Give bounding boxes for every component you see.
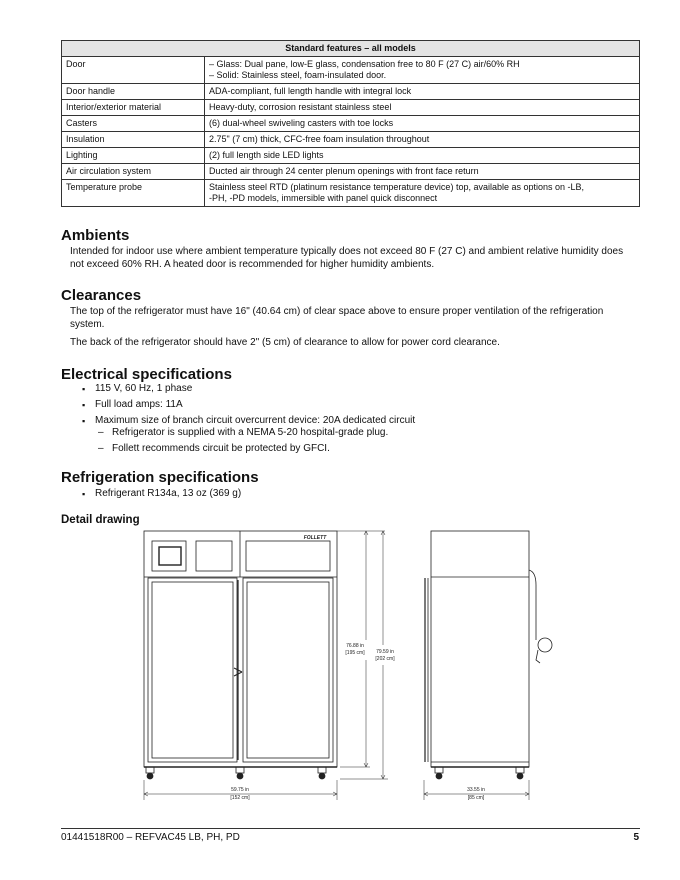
display-screen [159, 547, 181, 565]
footer-rule [61, 828, 640, 829]
caster-wheel [436, 773, 442, 779]
handle-lock [234, 664, 242, 680]
list-item: ▪ Refrigerant R134a, 13 oz (369 g) [82, 486, 241, 502]
row-label: Door handle [62, 84, 205, 100]
right-door [243, 578, 333, 762]
row-label: Insulation [62, 132, 205, 148]
height-overall-cm: [202 cm] [375, 656, 395, 662]
clearances-text-2: The back of the refrigerator should have 2" (5 cm) of clearance to allow for power cord clearance. [70, 337, 500, 348]
power-cord [529, 570, 536, 640]
brand-logo: FOLLETT [303, 535, 327, 541]
caster-wheel [517, 773, 523, 779]
left-door-glass [152, 582, 233, 758]
row-value: 2.75" (7 cm) thick, CFC-free foam insulation throughout [205, 132, 640, 148]
row-value: Ducted air through 24 center plenum openings with front face return [205, 164, 640, 180]
side-view [425, 531, 552, 779]
table-header: Standard features – all models [62, 41, 640, 57]
caster [236, 767, 244, 773]
row-value-line: Stainless steel RTD (platinum resistance temperature device) top, available as options on -LB, [209, 182, 585, 192]
caster-wheel [147, 773, 153, 779]
refrigeration-heading: Refrigeration specifications [61, 469, 259, 486]
row-label: Lighting [62, 148, 205, 164]
cord-reel [538, 638, 552, 652]
electrical-heading: Electrical specifications [61, 366, 232, 383]
caster-wheel [319, 773, 325, 779]
row-value-line: – Solid: Stainless steel, foam-insulated door. [209, 70, 387, 80]
list-item: ▪ 115 V, 60 Hz, 1 phase [82, 381, 415, 397]
ambients-text: Intended for indoor use where ambient temperature typically does not exceed 80 F (27 C) and ambient relative humidity does not exceed 60% RH. A heated door is recommended for higher humidity ambients. [70, 246, 624, 270]
depth-in: 33.55 in [467, 787, 485, 793]
right-door-glass [247, 582, 329, 758]
width-in: 59.75 in [231, 787, 249, 793]
row-value: ADA-compliant, full length handle with integral lock [205, 84, 640, 100]
caster [146, 767, 154, 773]
row-value: (2) full length side LED lights [205, 148, 640, 164]
caster [516, 767, 524, 773]
control-panel [196, 541, 232, 571]
depth-cm: [85 cm] [467, 795, 485, 801]
detail-drawing-heading: Detail drawing [61, 514, 140, 526]
row-label: Temperature probe [62, 180, 205, 207]
row-value-line: – Glass: Dual pane, low-E glass, condensation free to 80 F (27 C) air/60% RH [209, 59, 520, 69]
ambients-heading: Ambients [61, 227, 130, 244]
front-view [144, 531, 337, 779]
list-item: – Refrigerator is supplied with a NEMA 5-20 hospital-grade plug. [98, 425, 388, 441]
clearances-text-1: The top of the refrigerator must have 16" (40.64 cm) of clear space above to ensure proper ventilation of the refrigeration system. [70, 306, 604, 330]
row-value-line: -PH, -PD models, immersible with panel quick disconnect [209, 193, 438, 203]
caster-wheel [237, 773, 243, 779]
width-cm: [152 cm] [230, 795, 250, 801]
row-label: Casters [62, 116, 205, 132]
row-label: Air circulation system [62, 164, 205, 180]
height-cabinet-in: 76.88 in [346, 643, 364, 649]
clearances-heading: Clearances [61, 287, 142, 304]
cord-plug [536, 650, 540, 663]
caster [435, 767, 443, 773]
list-item: ▪ Full load amps: 11A [82, 397, 415, 413]
side-cabinet-outline [431, 531, 529, 767]
footer-document-id: 01441518R00 – REFVAC45 LB, PH, PD [61, 832, 240, 843]
list-item: ▪ Maximum size of branch circuit overcurrent device: 20A dedicated circuit [82, 413, 415, 429]
cabinet-outline [144, 531, 337, 767]
caster [318, 767, 326, 773]
page-number: 5 [633, 832, 639, 843]
list-item: – Follett recommends circuit be protected by GFCI. [98, 441, 388, 457]
row-value: Heavy-duty, corrosion resistant stainless steel [205, 100, 640, 116]
height-cabinet-cm: [195 cm] [345, 650, 365, 656]
row-value: (6) dual-wheel swiveling casters with toe locks [205, 116, 640, 132]
row-label: Door [62, 57, 205, 84]
left-door [148, 578, 237, 762]
upper-right-panel [246, 541, 330, 571]
height-overall-in: 79.59 in [376, 649, 394, 655]
row-label: Interior/exterior material [62, 100, 205, 116]
